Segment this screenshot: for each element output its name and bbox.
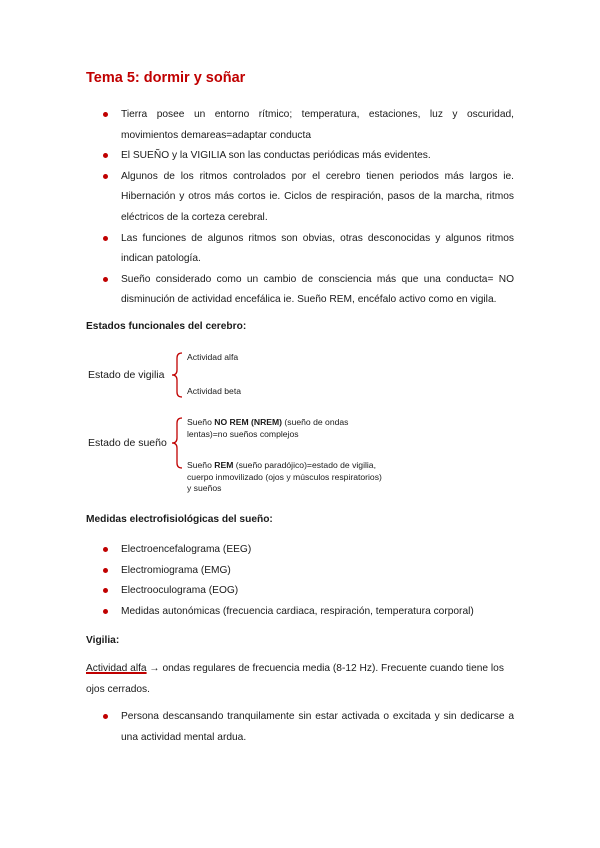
list-item: Algunos de los ritmos controlados por el cerebro tienen periodos más largos ie. Hibernación y otros más cortos ie. Ciclos de respiración, pasos de la marcha, ritmos eléctricos de la corteza cerebral. xyxy=(121,167,514,229)
sueno-state-label: Estado de sueño xyxy=(88,437,167,449)
list-item: Sueño considerado como un cambio de consciencia más que una conducta= NO disminución de actividad encefálica ie. Sueño REM, encéfalo activo como en vigila. xyxy=(121,270,514,311)
bullet-icon xyxy=(103,153,108,158)
alfa-term: Actividad alfa xyxy=(86,663,147,674)
vigilia-item-beta: Actividad beta xyxy=(187,386,241,396)
sueno-nrem-item: Sueño NO REM (NREM) (sueño de ondas lentas)=no sueños complejos xyxy=(187,417,349,439)
list-item: Tierra posee un entorno rítmico; temperatura, estaciones, luz y oscuridad, movimientos demareas=adaptar conducta xyxy=(121,105,514,146)
bullet-icon xyxy=(103,277,108,282)
bullet-icon xyxy=(103,547,108,552)
vigilia-bullet-list xyxy=(0,707,600,748)
sueno-brace-icon xyxy=(170,417,184,469)
list-item: Medidas autonómicas (frecuencia cardiaca, respiración, temperatura corporal) xyxy=(121,602,541,623)
vigilia-heading: Vigilia: xyxy=(86,635,120,646)
list-item: Electrooculograma (EOG) xyxy=(121,581,514,602)
bullet-icon xyxy=(103,609,108,614)
bullet-icon xyxy=(103,568,108,573)
vigilia-item-alfa: Actividad alfa xyxy=(187,352,239,362)
vigilia-state-label: Estado de vigilia xyxy=(88,369,165,381)
list-item: Electroencefalograma (EEG) xyxy=(121,540,514,561)
page-title: Tema 5: dormir y soñar xyxy=(86,70,246,86)
bullet-icon xyxy=(103,112,108,117)
bullet-icon xyxy=(103,714,108,719)
list-item: Electromiograma (EMG) xyxy=(121,561,514,582)
medidas-bullet-list xyxy=(0,540,600,622)
list-item: El SUEÑO y la VIGILIA son las conductas periódicas más evidentes. xyxy=(121,146,514,167)
sueno-rem-item: Sueño REM (sueño paradójico)=estado de vigilia, cuerpo inmovilizado (ojos y músculos respiratorios) y sueños xyxy=(187,460,382,493)
vigilia-brace-icon xyxy=(170,352,184,398)
alfa-paragraph: Actividad alfa → ondas regulares de frecuencia media (8-12 Hz). Frecuente cuando tiene los ojos cerrados. xyxy=(86,663,504,695)
list-item: Persona descansando tranquilamente sin estar activada o excitada y sin dedicarse a una actividad mental ardua. xyxy=(121,707,514,748)
bullet-icon xyxy=(103,174,108,179)
medidas-heading: Medidas electrofisiológicas del sueño: xyxy=(86,514,273,525)
bullet-icon xyxy=(103,588,108,593)
estados-heading: Estados funcionales del cerebro: xyxy=(86,321,247,332)
intro-bullet-list xyxy=(0,105,600,311)
list-item: Las funciones de algunos ritmos son obvias, otras desconocidas y algunos ritmos indican patología. xyxy=(121,229,514,270)
bullet-icon xyxy=(103,236,108,241)
